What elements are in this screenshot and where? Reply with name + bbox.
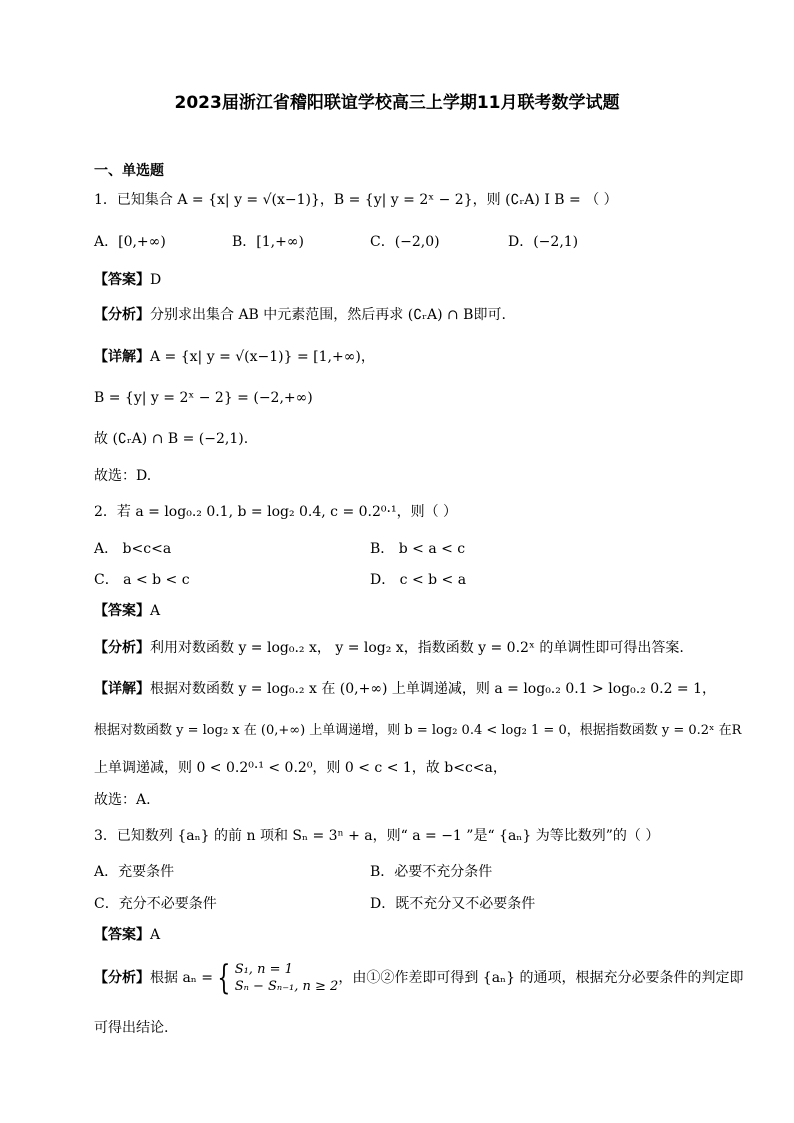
page-title: 2023届浙江省稽阳联谊学校高三上学期11月联考数学试题 [174, 93, 620, 113]
q3-option-a: A．充要条件 [94, 864, 175, 880]
q3-option-b: B．必要不充分条件 [370, 864, 493, 880]
section-heading: 一、单选题 [94, 163, 164, 179]
q2-stem: 2．若 a = log₀.₂ 0.1, b = log₂ 0.4, c = 0.2⁰·¹，则（ ） [94, 504, 458, 520]
q2-answer [94, 602, 160, 620]
q3-stem: 3．已知数列 {aₙ} 的前 n 项和 Sₙ = 3ⁿ + a，则“ a = −1 ”是“ {aₙ} 为等比数列”的（ ） [94, 828, 660, 844]
answer-value: D [150, 272, 162, 288]
q1-detail-2: B = {y| y = 2ˣ − 2} = (−2,+∞) [94, 390, 313, 406]
detail-text: A = {x| y = √(x−1)} = [1,+∞)， [150, 349, 375, 365]
answer-label: 【答案】 [94, 272, 150, 288]
q2-option-a: A． b<c<a [94, 541, 172, 557]
answer-value: A [150, 927, 161, 943]
q2-detail-2: 根据对数函数 y = log₂ x 在 (0,+∞) 上单调递增，则 b = log₂ 0.4 < log₂ 1 = 0，根据指数函数 y = 0.2ˣ 在R [94, 723, 742, 738]
q1-stem: 1．已知集合 A = {x| y = √(x−1)}，B = {y| y = 2ˣ − 2}，则 (∁ᵣA) I B = （ ） [94, 192, 618, 208]
detail-label: 【详解】 [94, 349, 150, 365]
piecewise-cases [235, 961, 339, 995]
analysis-text-pre: 根据 aₙ = [150, 970, 214, 986]
q1-detail-1 [94, 348, 375, 366]
case-2: Sₙ − Sₙ₋₁, n ≥ 2 [234, 979, 339, 994]
q3-option-c: C．充分不必要条件 [94, 896, 217, 912]
q3-answer [94, 926, 160, 944]
piecewise-formula [213, 958, 338, 998]
q1-option-d: D．(−2,1) [508, 234, 579, 250]
q2-option-d: D． c < b < a [370, 572, 467, 588]
q2-detail-3: 上单调递减，则 0 < 0.2⁰·¹ < 0.2⁰，则 0 < c < 1，故 b<c<a， [94, 760, 507, 776]
answer-label: 【答案】 [94, 603, 150, 619]
q2-analysis [94, 639, 684, 657]
analysis-text: 分别求出集合 AB 中元素范围，然后再求 (∁ᵣA) ∩ B即可. [150, 307, 506, 323]
q1-detail-3: 故 (∁ᵣA) ∩ B = (−2,1). [94, 431, 249, 447]
analysis-label: 【分析】 [94, 640, 150, 656]
detail-text: 根据对数函数 y = log₀.₂ x 在 (0,+∞) 上单调递减，则 a = log₀.₂ 0.1 > log₀.₂ 0.2 = 1， [150, 681, 717, 697]
left-brace: { [217, 958, 231, 998]
analysis-label: 【分析】 [94, 307, 150, 323]
answer-value: A [150, 603, 161, 619]
q1-option-c: C．(−2,0) [370, 234, 440, 250]
q1-choose: 故选：D. [94, 468, 152, 484]
case-1: S₁, n = 1 [234, 962, 293, 977]
answer-label: 【答案】 [94, 927, 150, 943]
detail-label: 【详解】 [94, 681, 150, 697]
analysis-label: 【分析】 [94, 970, 150, 986]
q2-choose: 故选：A. [94, 792, 151, 808]
q1-answer [94, 271, 161, 289]
q2-option-c: C． a < b < c [94, 572, 190, 588]
q2-option-b: B． b < a < c [370, 541, 466, 557]
q3-analysis-cont: 可得出结论. [94, 1020, 169, 1036]
q1-option-b: B．[1,+∞) [232, 234, 304, 250]
q1-analysis [94, 306, 506, 324]
q2-detail-1 [94, 680, 716, 698]
q3-analysis [94, 958, 743, 998]
analysis-text-post: ，由①②作差即可得到 {aₙ} 的通项，根据充分必要条件的判定即 [338, 970, 744, 986]
q3-option-d: D．既不充分又不必要条件 [370, 896, 536, 912]
analysis-text: 利用对数函数 y = log₀.₂ x， y = log₂ x，指数函数 y = 0.2ˣ 的单调性即可得出答案. [150, 640, 684, 656]
q1-option-a: A．[0,+∞) [94, 234, 166, 250]
